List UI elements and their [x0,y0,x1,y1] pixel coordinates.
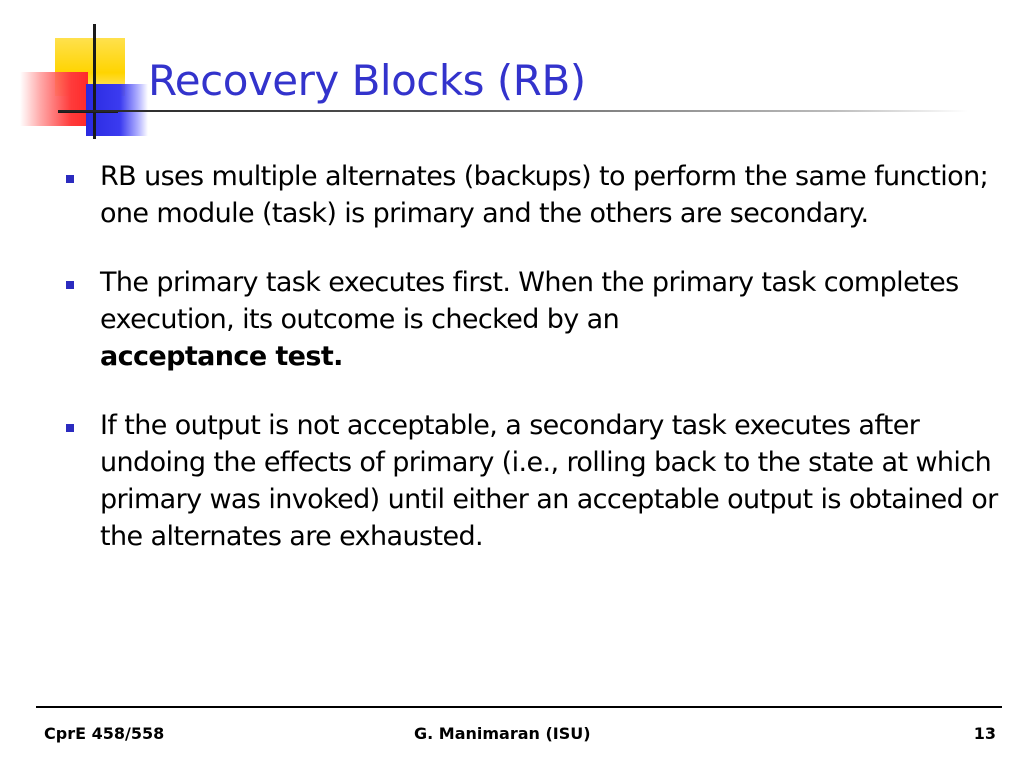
footer-page-number: 13 [973,724,996,743]
bullet-item-1 [60,158,1000,232]
footer-divider [36,706,1002,708]
square-bullet-icon [66,424,74,432]
acceptance-test-emphasis: acceptance test. [100,341,343,372]
footer-author: G. Manimaran (ISU) [414,724,591,743]
bullet-text-3: If the output is not acceptable, a secondary task executes after undoing the effects of primary (i.e., rolling back to the state at which primary was invoked) until either an acceptable output is obtained or the alternates are exhausted. [100,410,998,552]
square-bullet-icon [66,175,74,183]
square-bullet-icon [66,281,74,289]
bullet-item-2 [60,264,1000,375]
bullet-text-1: RB uses multiple alternates (backups) to perform the same function; one module (task) is primary and the others are secondary. [100,161,989,229]
bullet-item-3 [60,407,1000,555]
title-divider [58,110,968,112]
bullet-text-2 [100,267,959,372]
slide-logo [0,0,150,150]
slide-title: Recovery Blocks (RB) [148,56,586,105]
bullet-text-2-body: The primary task executes first. When the primary task completes execution, its outcome is checked by an [100,267,959,335]
logo-vertical-line [93,24,96,139]
logo-red-square [20,72,88,126]
footer-course: CprE 458/558 [44,724,165,743]
bullet-list [60,158,1000,587]
